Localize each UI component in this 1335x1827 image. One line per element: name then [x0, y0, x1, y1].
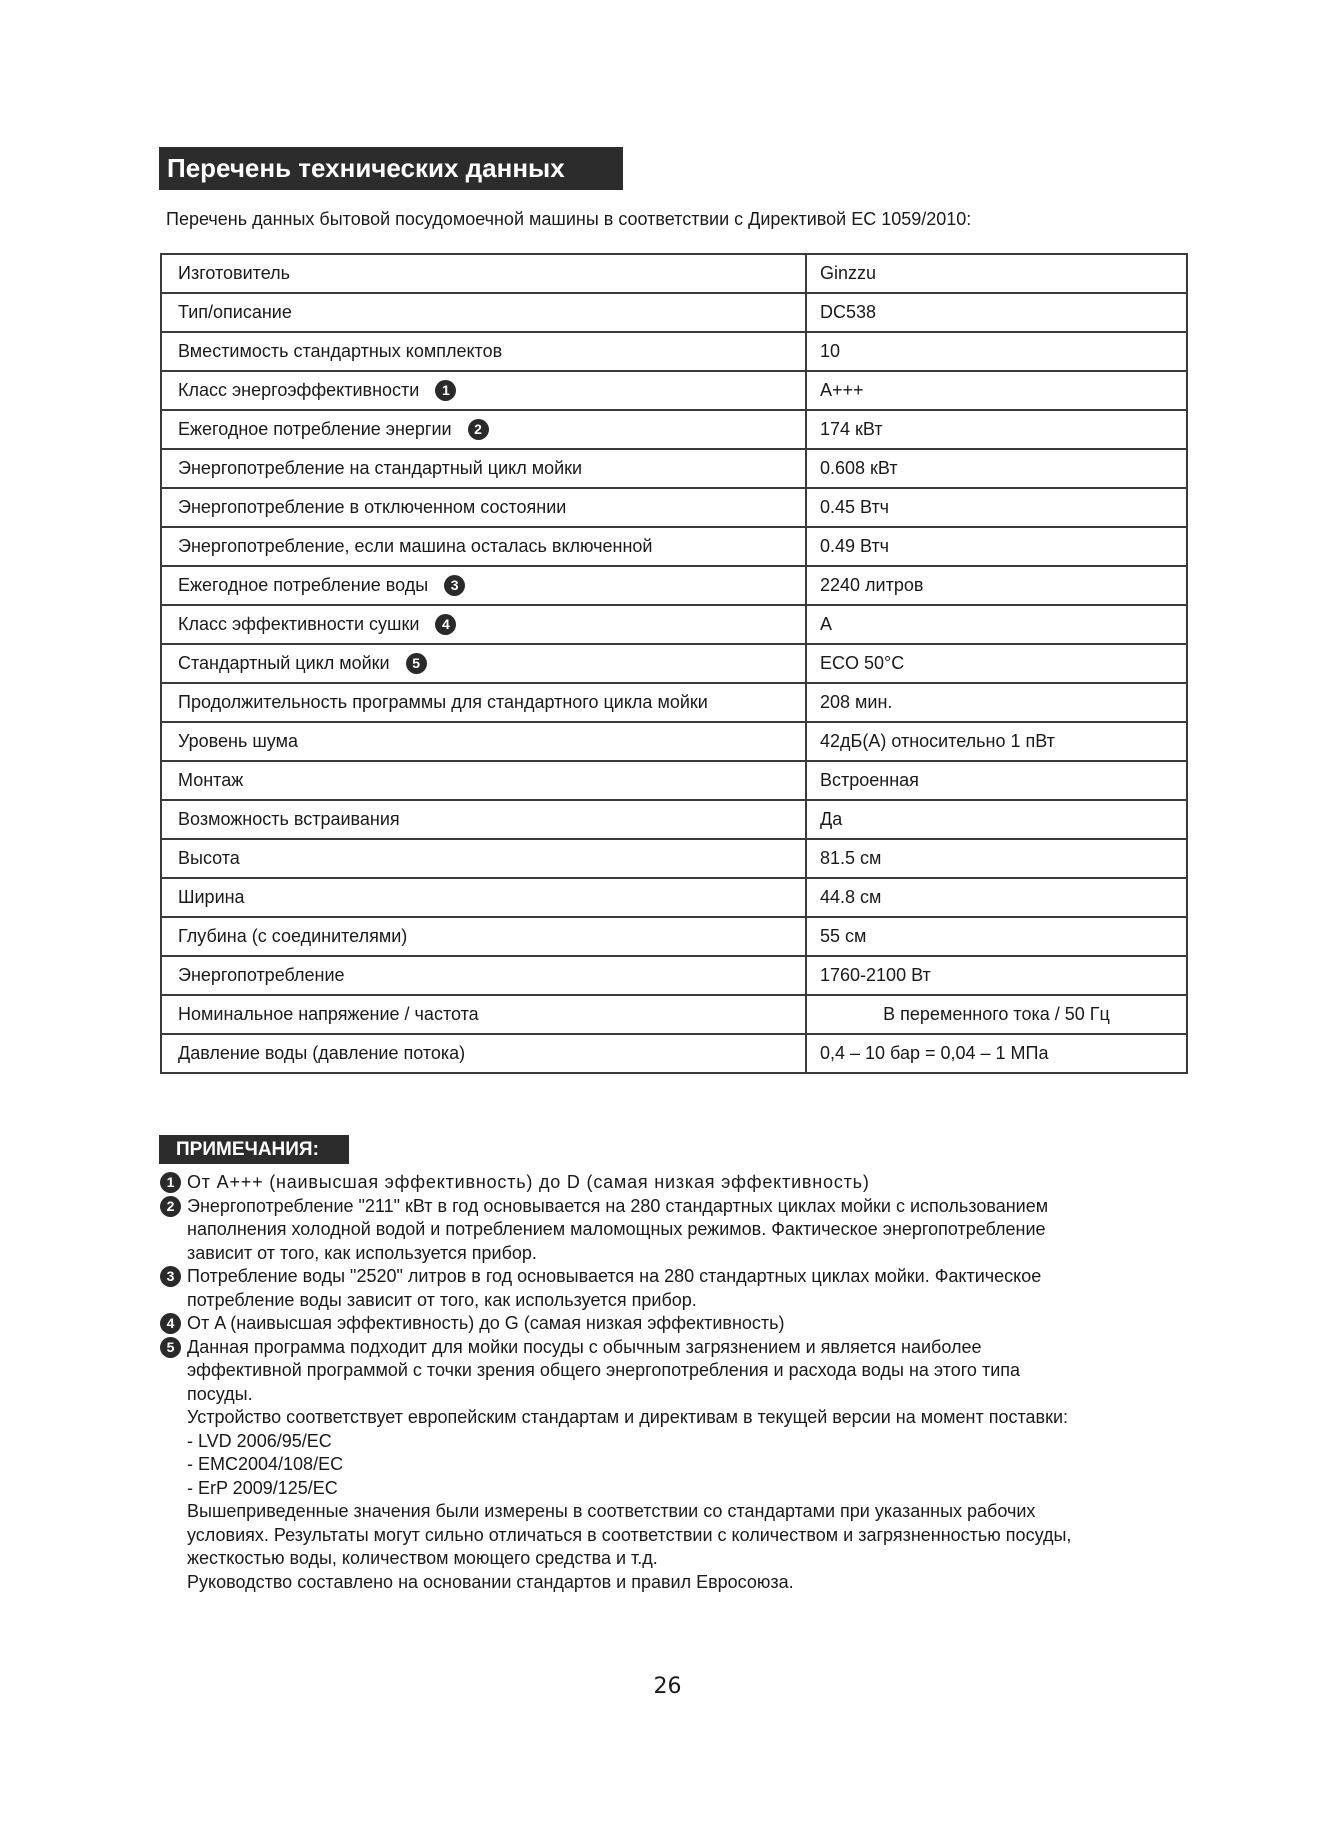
spec-row: [161, 644, 1187, 683]
note-marker-icon: 1: [435, 380, 456, 401]
spec-label-cell: [161, 995, 806, 1034]
compliance-line: условиях. Результаты могут сильно отличаться в соответствии с количеством и загрязненностью посуды,: [187, 1524, 1072, 1545]
spec-value: Встроенная: [806, 761, 1187, 800]
note-marker-icon: 1: [160, 1172, 181, 1193]
compliance-block: [160, 1406, 1200, 1594]
spec-label: Изготовитель: [178, 263, 290, 283]
spec-value: A: [806, 605, 1187, 644]
note-marker-icon: 4: [160, 1313, 181, 1334]
spec-label: Ежегодное потребление энергии: [178, 418, 452, 439]
spec-value: 208 мин.: [806, 683, 1187, 722]
spec-label-cell: [161, 839, 806, 878]
spec-label: Номинальное напряжение / частота: [178, 1004, 479, 1024]
spec-value: 174 кВт: [806, 410, 1187, 449]
note-line: потребление воды зависит от того, как используется прибор.: [187, 1289, 697, 1310]
note-line: Данная программа подходит для мойки посуды с обычным загрязнением и является наиболее: [187, 1336, 982, 1357]
spec-row: [161, 293, 1187, 332]
note-item: [160, 1312, 1200, 1336]
spec-value: 2240 литров: [806, 566, 1187, 605]
spec-row: [161, 683, 1187, 722]
spec-label: Энергопотребление, если машина осталась включенной: [178, 536, 653, 556]
spec-label-cell: [161, 410, 806, 449]
spec-value: 1760-2100 Вт: [806, 956, 1187, 995]
note-marker-icon: 5: [406, 653, 427, 674]
spec-label-cell: [161, 293, 806, 332]
note-line: наполнения холодной водой и потреблением маломощных режимов. Фактическое энергопотребление: [187, 1219, 1046, 1239]
note-marker-icon: 2: [468, 419, 489, 440]
spec-label-cell: [161, 449, 806, 488]
spec-label: Тип/описание: [178, 302, 292, 322]
spec-label: Продолжительность программы для стандартного цикла мойки: [178, 692, 708, 712]
spec-label-cell: [161, 566, 806, 605]
spec-value: DC538: [806, 293, 1187, 332]
note-line: посуды.: [187, 1383, 253, 1404]
note-line: Энергопотребление "211" кВт в год основывается на 280 стандартных циклах мойки с использованием: [187, 1195, 1049, 1216]
spec-row: [161, 605, 1187, 644]
note-item: [160, 1171, 1200, 1195]
note-item: [160, 1336, 1200, 1407]
spec-row: [161, 722, 1187, 761]
spec-label-cell: [161, 917, 806, 956]
note-marker-icon: 5: [160, 1337, 181, 1358]
spec-value: ECO 50°C: [806, 644, 1187, 683]
spec-label-cell: [161, 371, 806, 410]
notes-heading: ПРИМЕЧАНИЯ:: [159, 1135, 349, 1164]
spec-value: 55 см: [806, 917, 1187, 956]
spec-row: [161, 878, 1187, 917]
spec-label: Ширина: [178, 887, 245, 907]
spec-table-body: [161, 254, 1187, 1073]
spec-row: [161, 527, 1187, 566]
spec-value: 44.8 см: [806, 878, 1187, 917]
note-marker-icon: 4: [435, 614, 456, 635]
compliance-line: Руководство составлено на основании стандартов и правил Евросоюза.: [187, 1571, 794, 1592]
spec-row: [161, 449, 1187, 488]
note-item: [160, 1195, 1200, 1266]
spec-label-cell: [161, 878, 806, 917]
compliance-line: Устройство соответствует европейским стандартам и директивам в текущей версии на момент поставки:: [187, 1407, 1069, 1427]
spec-value: 10: [806, 332, 1187, 371]
note-line: эффективной программой с точки зрения общего энергопотребления и расхода воды на этого типа: [187, 1360, 1021, 1380]
note-line: Потребление воды "2520" литров в год основывается на 280 стандартных циклах мойки. Фактическое: [187, 1266, 1042, 1286]
spec-value: A+++: [806, 371, 1187, 410]
spec-label-cell: [161, 254, 806, 293]
note-item: [160, 1265, 1200, 1312]
spec-label-cell: [161, 527, 806, 566]
spec-label: Давление воды (давление потока): [178, 1043, 466, 1063]
spec-value: 0,4 – 10 бар = 0,04 – 1 МПа: [806, 1034, 1187, 1073]
spec-label: Энергопотребление на стандартный цикл мойки: [178, 458, 583, 478]
note-line: зависит от того, как используется прибор.: [187, 1242, 537, 1263]
note-line: От A (наивысшая эффективность) до G (самая низкая эффективность): [187, 1313, 785, 1333]
note-marker-icon: 2: [160, 1196, 181, 1217]
page-number: 26: [653, 1674, 682, 1699]
spec-label-cell: [161, 605, 806, 644]
spec-label-cell: [161, 956, 806, 995]
spec-row: [161, 995, 1187, 1034]
spec-label: Ежегодное потребление воды: [178, 574, 429, 595]
spec-label: Монтаж: [178, 770, 244, 790]
spec-row: [161, 800, 1187, 839]
spec-value: 0.45 Втч: [806, 488, 1187, 527]
spec-label: Глубина (с соединителями): [178, 926, 408, 946]
spec-label: Класс энергоэффективности: [178, 379, 420, 400]
spec-label: Стандартный цикл мойки: [178, 652, 390, 673]
spec-row: [161, 917, 1187, 956]
spec-label-cell: [161, 800, 806, 839]
spec-row: [161, 1034, 1187, 1073]
compliance-line: Вышеприведенные значения были измерены в соответствии со стандартами при указанных рабочих: [187, 1501, 1036, 1521]
intro-text: Перечень данных бытовой посудомоечной машины в соответствии с Директивой ЕС 1059/2010:: [166, 209, 972, 229]
spec-row: [161, 566, 1187, 605]
note-marker-icon: 3: [444, 575, 465, 596]
spec-label-cell: [161, 488, 806, 527]
spec-row: [161, 371, 1187, 410]
spec-value: 42дБ(А) относительно 1 пВт: [806, 722, 1187, 761]
compliance-line: - EMC2004/108/EC: [187, 1454, 344, 1474]
spec-value: В переменного тока / 50 Гц: [806, 995, 1187, 1034]
spec-label: Высота: [178, 848, 240, 868]
spec-label: Вместимость стандартных комплектов: [178, 341, 503, 361]
spec-value: Да: [806, 800, 1187, 839]
note-marker-icon: 3: [160, 1266, 181, 1287]
spec-value: 81.5 см: [806, 839, 1187, 878]
spec-label-cell: [161, 644, 806, 683]
compliance-line: - LVD 2006/95/EC: [187, 1430, 332, 1451]
spec-row: [161, 410, 1187, 449]
spec-label-cell: [161, 761, 806, 800]
compliance-line: жесткостью воды, количеством моющего средства и т.д.: [187, 1548, 658, 1568]
spec-value: 0.608 кВт: [806, 449, 1187, 488]
note-line: От A+++ (наивысшая эффективность) до D (самая низкая эффективность): [187, 1172, 870, 1192]
compliance-line: - ErP 2009/125/EC: [187, 1477, 338, 1498]
spec-row: [161, 956, 1187, 995]
spec-row: [161, 839, 1187, 878]
spec-label: Уровень шума: [178, 731, 298, 751]
spec-label: Энергопотребление: [178, 965, 345, 985]
spec-row: [161, 488, 1187, 527]
spec-label-cell: [161, 722, 806, 761]
page-title: Перечень технических данных: [159, 147, 623, 190]
spec-row: [161, 761, 1187, 800]
spec-label-cell: [161, 683, 806, 722]
spec-label: Класс эффективности сушки: [178, 613, 420, 634]
spec-value: 0.49 Втч: [806, 527, 1187, 566]
spec-value: Ginzzu: [806, 254, 1187, 293]
spec-label: Энергопотребление в отключенном состоянии: [178, 497, 567, 517]
spec-row: [161, 332, 1187, 371]
spec-label: Возможность встраивания: [178, 809, 400, 829]
spec-table: [160, 253, 1188, 1074]
notes-section: [160, 1171, 1200, 1594]
spec-label-cell: [161, 332, 806, 371]
spec-label-cell: [161, 1034, 806, 1073]
spec-row: [161, 254, 1187, 293]
